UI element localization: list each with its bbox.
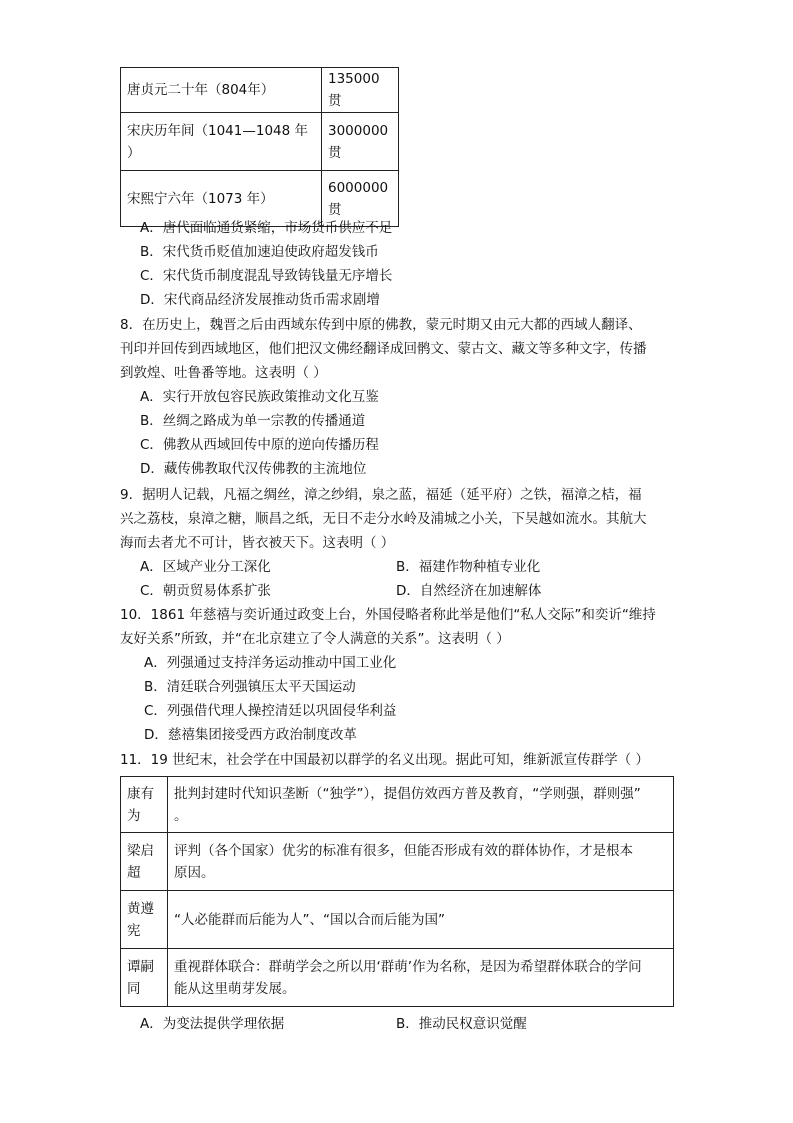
option-d[interactable]: D．藏传佛教取代汉传佛教的主流地位: [140, 461, 367, 477]
table-row: [121, 113, 399, 171]
option-c[interactable]: C．宋代货币制度混乱导致铸钱量无序增长: [140, 268, 393, 284]
option-b[interactable]: B．福建作物种植专业化: [396, 559, 541, 575]
table-cell: 梁启 超: [121, 833, 168, 891]
table-cell: 唐贞元二十年（804年）: [121, 68, 322, 113]
question-text: 海而去者尤不可计，皆衣被天下。这表明（ ）: [120, 535, 395, 551]
option-d[interactable]: D．慈禧集团接受西方政治制度改革: [144, 727, 357, 743]
table-cell: 评判（各个国家）优劣的标准有很多，但能否形成有效的群体协作，才是根本 原因。: [168, 833, 674, 891]
question-text: 10．1861 年慈禧与奕䜣通过政变上台，外国侵略者称此举是他们“私人交际”和奕䜣“维持: [120, 607, 656, 623]
table-cell: 宋庆历年间（1041—1048 年 ）: [121, 113, 322, 171]
table-row: [121, 777, 674, 833]
question-text: 8．在历史上，魏晋之后由西域东传到中原的佛教，蒙元时期又由元大都的西域人翻译、: [120, 317, 642, 333]
option-a[interactable]: A．为变法提供学理依据: [140, 1016, 285, 1032]
table-cell: 批判封建时代知识垄断（“独学”），提倡仿效西方普及教育，“学则强，群则强” 。: [168, 777, 674, 833]
question-text: 到敦煌、吐鲁番等地。这表明（ ）: [120, 365, 327, 381]
table-cell: 重视群体联合：群萌学会之所以用‘群萌’作为名称，是因为希望群体联合的学问 能从这里萌芽发展。: [168, 949, 674, 1007]
option-a[interactable]: A．区域产业分工深化: [140, 559, 271, 575]
table-cell: 黄遵 宪: [121, 891, 168, 949]
option-b[interactable]: B．丝绸之路成为单一宗教的传播通道: [140, 413, 366, 429]
question-text: 9．据明人记载，凡福之绸丝，漳之纱绢，泉之蓝，福延（延平府）之铁，福漳之桔，福: [120, 487, 642, 503]
table-row: [121, 833, 674, 891]
option-c[interactable]: C．佛教从西域回传中原的逆向传播历程: [140, 437, 379, 453]
option-c[interactable]: C．朝贡贸易体系扩张: [140, 583, 271, 599]
table-cell: 宋熙宁六年（1073 年）: [121, 171, 322, 227]
table-cell: “人必能群而后能为人”、“国以合而后能为国”: [168, 891, 674, 949]
table-row: [121, 949, 674, 1007]
option-a[interactable]: A．实行开放包容民族政策推动文化互鉴: [140, 389, 379, 405]
option-b[interactable]: B．宋代货币贬值加速迫使政府超发钱币: [140, 244, 379, 260]
question-text: 兴之荔枝，泉漳之糖，顺昌之纸，无日不走分水岭及浦城之小关，下吴越如流水。其航大: [120, 511, 647, 527]
reformers-table: [120, 776, 674, 1007]
table-cell: 3000000 贯: [322, 113, 399, 171]
currency-table: [120, 67, 399, 227]
option-a[interactable]: A．列强通过支持洋务运动推动中国工业化: [144, 655, 397, 671]
table-cell: 谭嗣 同: [121, 949, 168, 1007]
question-11-text: 11．19 世纪末，社会学在中国最初以群学的名义出现。据此可知，维新派宣传群学（ ）: [120, 752, 649, 768]
table-row: [121, 891, 674, 949]
option-c[interactable]: C．列强借代理人操控清廷以巩固侵华利益: [144, 703, 397, 719]
option-d[interactable]: D．自然经济在加速解体: [396, 583, 542, 599]
table-cell: 康有 为: [121, 777, 168, 833]
option-d[interactable]: D．宋代商品经济发展推动货币需求剧增: [140, 292, 380, 308]
option-b[interactable]: B．推动民权意识觉醒: [396, 1016, 527, 1032]
option-a[interactable]: A．唐代面临通货紧缩，市场货币供应不足: [140, 220, 393, 236]
question-text: 友好关系”所致，并“在北京建立了令人满意的关系”。这表明（ ）: [120, 631, 510, 647]
table-cell: 135000 贯: [322, 68, 399, 113]
table-cell: 6000000 贯: [322, 171, 399, 227]
question-text: 刊印并回传到西域地区，他们把汉文佛经翻译成回鹘文、蒙古文、藏文等多种文字，传播: [120, 341, 647, 357]
option-b[interactable]: B．清廷联合列强镇压太平天国运动: [144, 679, 356, 695]
table-row: [121, 68, 399, 113]
